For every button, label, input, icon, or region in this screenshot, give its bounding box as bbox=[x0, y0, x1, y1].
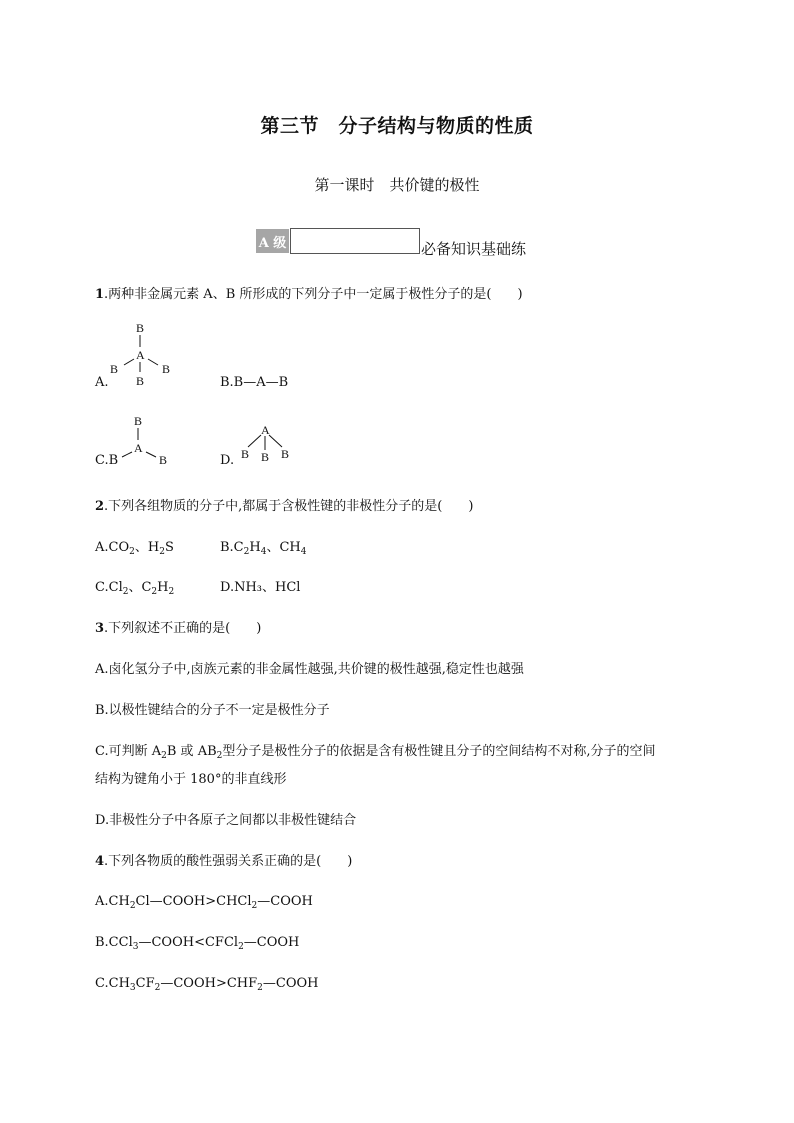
level-badge: A 级 bbox=[256, 229, 289, 253]
option-2d: D.NH₃、HCl bbox=[220, 580, 301, 595]
question-number: 2 bbox=[95, 499, 105, 514]
bond-line bbox=[124, 359, 134, 365]
question-number: 1 bbox=[95, 287, 105, 302]
option-4a: $A.CH_2Cl—COOH>CHCl_2—COOH$ bbox=[95, 894, 313, 911]
bond-line bbox=[269, 435, 282, 447]
option-4b: B.CCl$_3$—COOH<CFCl$_2$—COOH bbox=[95, 935, 300, 952]
question-number: 4 bbox=[95, 854, 105, 869]
atom-label: A bbox=[134, 441, 143, 455]
option-2a: $A.CO_2$、$H_2S$ bbox=[95, 540, 174, 557]
atom-label: B bbox=[162, 362, 171, 376]
option-1b-label: B.B—A—B bbox=[220, 375, 289, 390]
option-3d: D.非极性分子中各原子之间都以非极性键结合 bbox=[95, 813, 357, 828]
atom-label: B bbox=[134, 414, 143, 428]
option-2c: $C.Cl_2$、$C_2H_2$ bbox=[95, 580, 175, 597]
question-4 bbox=[95, 853, 352, 870]
atom-label: A bbox=[261, 423, 270, 437]
option-1d-label: D. bbox=[220, 453, 235, 468]
question-stem: .下列各物质的酸性强弱关系正确的是( ) bbox=[104, 854, 353, 869]
bond-line bbox=[248, 435, 261, 447]
question-3 bbox=[95, 620, 261, 637]
question-stem: .下列各组物质的分子中,都属于含极性键的非极性分子的是( ) bbox=[104, 499, 474, 514]
atom-label: B bbox=[261, 450, 270, 464]
option-2b: $B.C_2H_4$、$CH_4$ bbox=[220, 540, 307, 557]
question-stem: .下列叙述不正确的是( ) bbox=[104, 621, 262, 636]
option-1a-structure bbox=[104, 318, 184, 390]
atom-label: B bbox=[110, 362, 119, 376]
atom-label: B bbox=[159, 453, 168, 467]
question-2 bbox=[95, 498, 473, 515]
bond-line bbox=[146, 452, 156, 457]
option-3c-line1: C.可判断 $A_2B$ 或 $AB_2$型分子是极性分子的依据是含有极性键且分子的空间结构不对称,分子的空间 bbox=[95, 744, 656, 761]
option-3b: B.以极性键结合的分子不一定是极性分子 bbox=[95, 703, 330, 718]
bond-line bbox=[122, 452, 132, 457]
question-stem: .两种非金属元素 A、B 所形成的下列分子中一定属于极性分子的是( ) bbox=[104, 287, 523, 302]
option-3a: A.卤化氢分子中,卤族元素的非金属性越强,共价键的极性越强,稳定性也越强 bbox=[95, 662, 524, 677]
atom-label: B bbox=[241, 447, 250, 461]
level-blank-box bbox=[290, 228, 420, 254]
option-3c-line2: 结构为键角小于 180°的非直线形 bbox=[95, 772, 287, 787]
lesson-title: 第一课时 共价键的极性 bbox=[314, 176, 480, 194]
atom-label: B bbox=[136, 374, 145, 388]
option-1c-label: C.B bbox=[95, 453, 119, 468]
option-1c-structure bbox=[118, 412, 178, 470]
option-4c: $C.CH_3CF_2—COOH>CHF_2—COOH$ bbox=[95, 976, 319, 993]
question-number: 3 bbox=[95, 621, 105, 636]
bond-line bbox=[148, 359, 158, 365]
question-1 bbox=[95, 286, 523, 303]
level-label: 必备知识基础练 bbox=[421, 240, 527, 258]
atom-label: A bbox=[136, 348, 145, 362]
option-1a-label: A. bbox=[95, 375, 109, 390]
option-1d-structure bbox=[236, 420, 300, 468]
atom-label: B bbox=[136, 321, 145, 335]
atom-label: B bbox=[281, 447, 290, 461]
section-title: 第三节 分子结构与物质的性质 bbox=[260, 115, 534, 137]
